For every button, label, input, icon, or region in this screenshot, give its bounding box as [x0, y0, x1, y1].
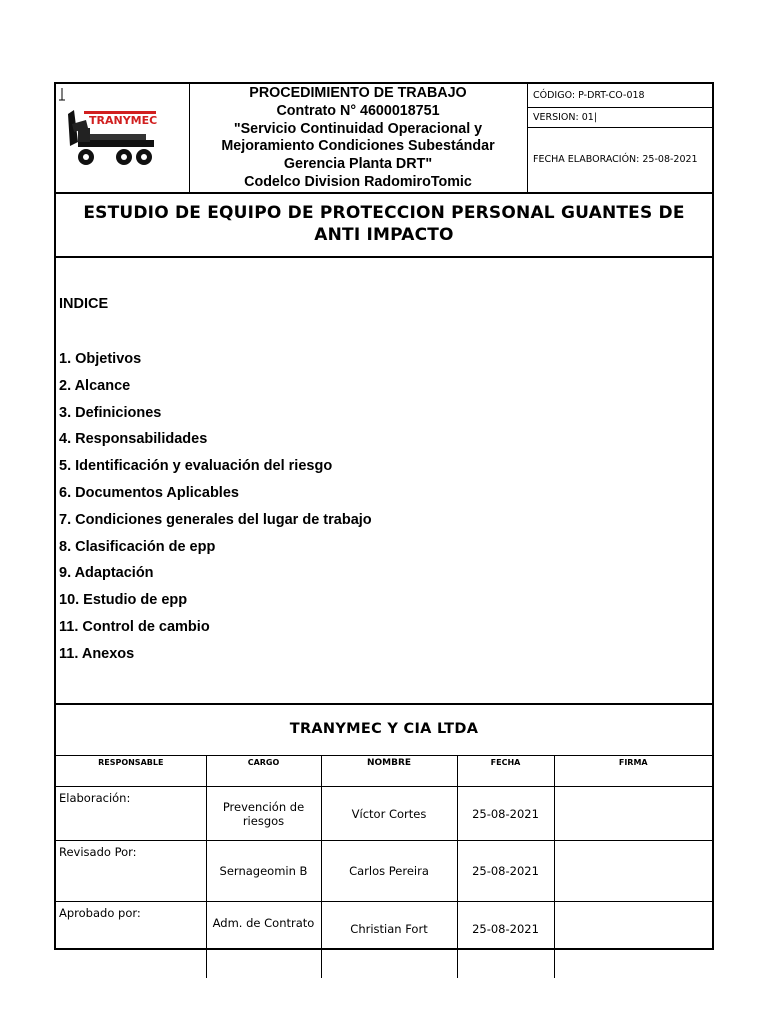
index-section	[56, 258, 712, 705]
cell-nombre: Christian Fort	[321, 902, 457, 979]
index-list	[59, 350, 372, 672]
index-item: 10. Estudio de epp	[59, 592, 188, 609]
table-row	[56, 787, 712, 841]
index-item: 1. Objetivos	[59, 351, 142, 367]
document-frame	[54, 82, 714, 950]
index-item: 8. Clasificación de epp	[59, 538, 216, 555]
cell-fecha: 25-08-2021	[457, 787, 554, 841]
company-logo	[56, 84, 190, 192]
index-item: 7. Condiciones generales del lugar de trabajo	[59, 511, 372, 528]
index-item: 6. Documentos Aplicables	[59, 484, 239, 501]
index-item: 11. Control de cambio	[59, 618, 210, 635]
logo-text: TRANYMEC	[89, 114, 158, 127]
service-line-3: Gerencia Planta DRT"	[283, 156, 433, 173]
index-item: 4. Responsabilidades	[59, 431, 208, 448]
service-line-1: "Servicio Continuidad Operacional y	[233, 120, 483, 137]
index-item: 2. Alcance	[59, 377, 131, 394]
index-title: INDICE	[59, 296, 109, 312]
header-fecha: FECHA	[457, 756, 554, 787]
index-item: 11. Anexos	[59, 645, 135, 662]
cell-fecha: 25-08-2021	[457, 902, 554, 979]
index-item: 3. Definiciones	[59, 404, 162, 421]
header-cargo: CARGO	[206, 756, 321, 787]
document-version: VERSION: 01|	[528, 108, 712, 128]
cargo-line: Prevención de	[222, 799, 305, 814]
contract-number: Contrato N° 4600018751	[276, 102, 440, 119]
document-date: FECHA ELABORACIÓN: 25-08-2021	[533, 154, 698, 165]
study-title-line-2: ANTI IMPACTO	[314, 225, 454, 245]
service-line-2: Mejoramiento Condiciones Subestándar	[221, 138, 495, 155]
cell-firma	[554, 902, 712, 979]
cell-firma	[554, 787, 712, 841]
cell-responsable: Revisado Por:	[56, 841, 206, 902]
cell-nombre: Carlos Pereira	[321, 841, 457, 902]
cargo-line: riesgos	[242, 813, 285, 828]
index-item: 5. Identificación y evaluación del riesgo	[59, 458, 333, 475]
study-title	[56, 192, 712, 258]
cell-cargo	[206, 787, 321, 841]
document-meta	[528, 84, 712, 192]
document-header	[56, 84, 712, 194]
header-responsable: RESPONSABLE	[56, 756, 206, 787]
company-name: TRANYMEC Y CIA LTDA	[56, 703, 712, 756]
study-title-line-1: ESTUDIO DE EQUIPO DE PROTECCION PERSONAL GUANTES DE	[83, 203, 685, 223]
header-firma: FIRMA	[554, 756, 712, 787]
cell-cargo: Adm. de Contrato	[206, 902, 321, 979]
index-item: 9. Adaptación	[59, 565, 154, 582]
cell-responsable: Aprobado por:	[56, 902, 206, 979]
header-title-block	[189, 84, 528, 192]
cell-firma	[554, 841, 712, 902]
cell-responsable: Elaboración:	[56, 787, 206, 841]
header-nombre: NOMBRE	[321, 756, 457, 787]
cell-fecha: 25-08-2021	[457, 841, 554, 902]
signature-table	[56, 755, 712, 978]
division-name: Codelco Division RadomiroTomic	[244, 173, 472, 190]
cell-nombre: Víctor Cortes	[321, 787, 457, 841]
truck-logo-icon	[56, 84, 189, 192]
cell-cargo: Sernageomin B	[206, 841, 321, 902]
procedure-title: PROCEDIMIENTO DE TRABAJO	[249, 85, 467, 101]
table-row	[56, 902, 712, 979]
signature-header-row	[56, 756, 712, 787]
document-code: CÓDIGO: P-DRT-CO-018	[528, 84, 712, 108]
table-row	[56, 841, 712, 902]
